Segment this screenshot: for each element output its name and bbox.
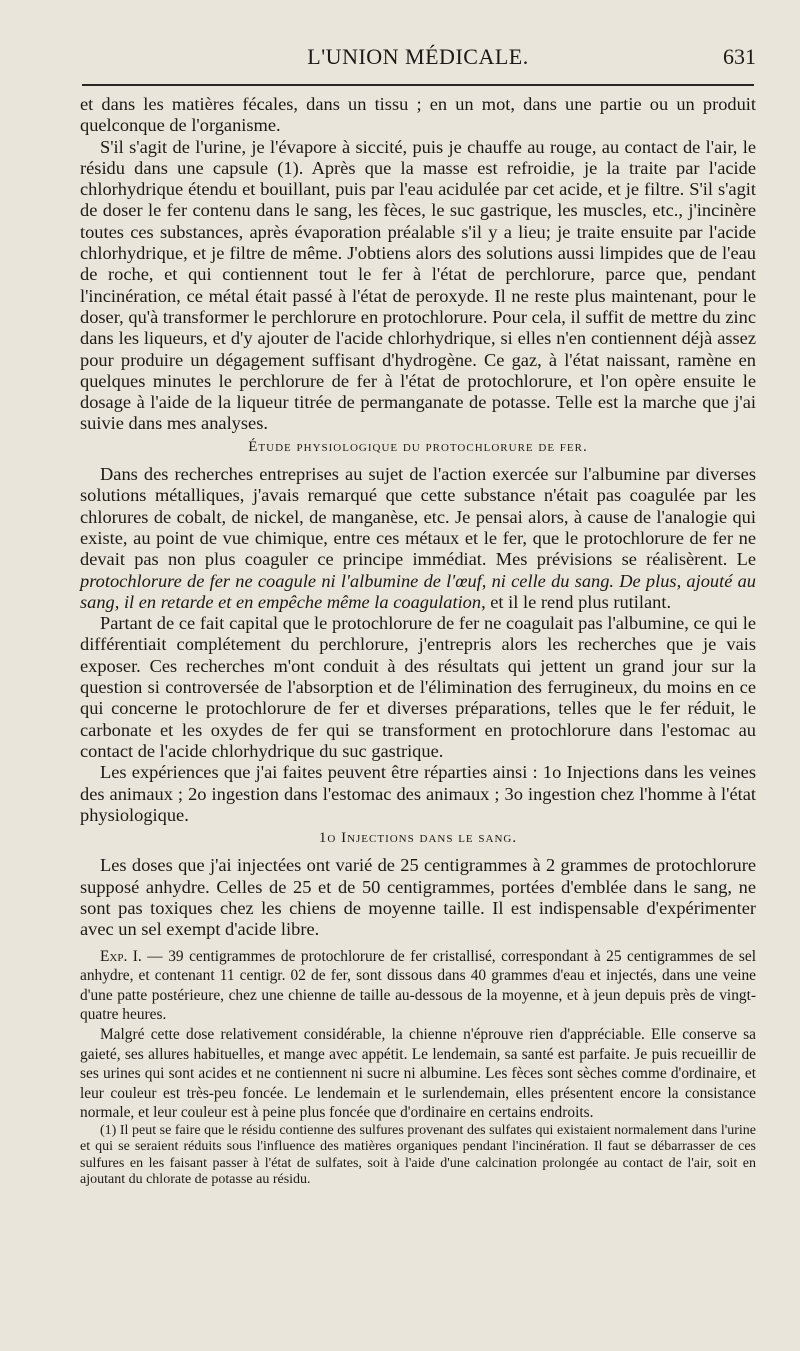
italic-run: protochlorure de fer ne coagule ni l'albumine de l'œuf, ni celle du sang. De plus, ajouté au sang, il en retarde et en empêche même la coagulation [80,570,756,612]
section-heading: Étude physiologique du protochlorure de fer. [248,438,588,455]
paragraph: Les expériences que j'ai faites peuvent être réparties ainsi : 1o Injections dans les veines des animaux ; 2o ingestion dans l'estomac des animaux ; 3o ingestion chez l'homme à l'état physiologique. [80,762,756,825]
experiment-block [80,947,756,1123]
experiment-label: Exp. I. — [100,947,163,965]
text-run: , et il le rend plus rutilant. [481,591,672,612]
section-heading: 1o Injections dans le sang. [318,830,518,847]
running-header [80,44,756,74]
text-run: Dans des recherches entreprises au sujet de l'action exercée sur l'albumine par diverses solutions métalliques, j'avais remarqué que cette substance n'était pas coagulée par les chlorures de cobalt, de nickel, de manganèse, etc. Je pensai alors, à cause de l'analogie qui existe, au point de vue chimique, entre ces métaux et le fer, que le protochlorure de fer ne devait pas non plus coaguler ce principe immédiat. Mes prévisions se réalisèrent. Le [80,464,756,570]
paragraph: Partant de ce fait capital que le protochlorure de fer ne coagulait pas l'albumine, ce qui le différentiait complétement du perchlorure, j'entrepris alors les recherches que je vais exposer. Ces recherches m'ont conduit à des résultats qui jettent un grand jour sur la question si controversée de l'absorption et de l'élimination des ferrugineux, du moins en ce qui concerne le protochlorure de fer et diverses préparations, telles que le fer réduit, le carbonate et les oxydes de fer qui se transforment en protochlorure dans l'estomac au contact de l'acide chlorhydrique du suc gastrique. [80,613,756,761]
footnote: (1) Il peut se faire que le résidu contienne des sulfures provenant des sulfates qui existaient normalement dans l'urine et qui se seraient réduits sous l'influence des matières organiques pendant l'incinération. Il faut se débarrasser de ces sulfures en les faisant passer à l'état de sulfates, soit à l'aide d'une calcination prolongée au contact de l'air, soit en ajoutant du chlorate de potasse au résidu. [80,1122,756,1188]
paragraph [80,464,756,613]
paragraph: Les doses que j'ai injectées ont varié de 25 centigrammes à 2 grammes de protochlorure supposé anhydre. Celles de 25 et de 50 centigrammes, portées d'emblée dans le sang, ne sont pas toxiques chez les chiens de moyenne taille. Il est indispensable d'expérimenter avec un sel exempt d'acide libre. [80,855,756,940]
experiment-paragraph [80,947,756,1025]
paragraph: S'il s'agit de l'urine, je l'évapore à siccité, puis je chauffe au rouge, au contact de l'air, le résidu dans une capsule (1). Après que la masse est refroidie, je la traite par l'acide chlorhydrique étendu et bouillant, puis par l'eau acidulée par cet acide, et je filtre. S'il s'agit de doser le fer contenu dans le sang, les fèces, le suc gastrique, les muscles, etc., j'incinère toutes ces substances, après évaporation préalable s'il y a lieu; je traite ensuite par l'acide chlorhydrique, et je filtre de même. J'obtiens alors des solutions aussi limpides que de l'eau de roche, et qui contiennent tout le fer à l'état de perchlorure, parce que, pendant l'incinération, ce métal était passé à l'état de peroxyde. Il ne reste plus maintenant, pour le doser, qu'à transformer le perchlorure en protochlorure. Pour cela, il suffit de mettre du zinc dans les liqueurs, et d'y ajouter de l'acide chlorhydrique, si elles n'en contiennent déjà assez pour produire un dégagement suffisant d'hydrogène. Ce gaz, à l'état naissant, ramène en quelques minutes le perchlorure de fer à l'état de protochlorure, et l'on opère ensuite le dosage à l'aide de la liqueur titrée de permanganate de potasse. Telle est la marche que j'ai suivie dans mes analyses. [80,136,756,434]
experiment-paragraph: Malgré cette dose relativement considérable, la chienne n'éprouve rien d'appréciable. Elle conserve sa gaieté, ses allures habituelles, et mange avec appétit. Le lendemain, sa santé est parfaite. Je puis recueillir de ses urines qui sont acides et ne contiennent ni sucre ni albumine. Les fèces sont sèches comme d'ordinaire, et leur couleur est très-peu foncée. Le lendemain et le surlendemain, elles présentent encore la consistance normale, et leur couleur est à peine plus foncée que d'ordinaire en certains endroits. [80,1025,756,1122]
paragraph: et dans les matières fécales, dans un tissu ; en un mot, dans une partie ou un produit quelconque de l'organisme. [80,94,756,136]
experiment-text: 39 centigrammes de protochlorure de fer cristallisé, correspondant à 25 centigrammes de sel anhydre, et contenant 11 centigr. 02 de fer, sont dissous dans 40 grammes d'eau et injectés, dans une veine d'une patte postérieure, chez une chienne de taille au-dessous de la moyenne, et à jeun depuis près de vingt-quatre heures. [80,947,756,1024]
journal-title: L'UNION MÉDICALE. [307,44,529,69]
header-rule [82,84,754,86]
article-body [80,94,756,1189]
page-number: 631 [723,44,756,69]
